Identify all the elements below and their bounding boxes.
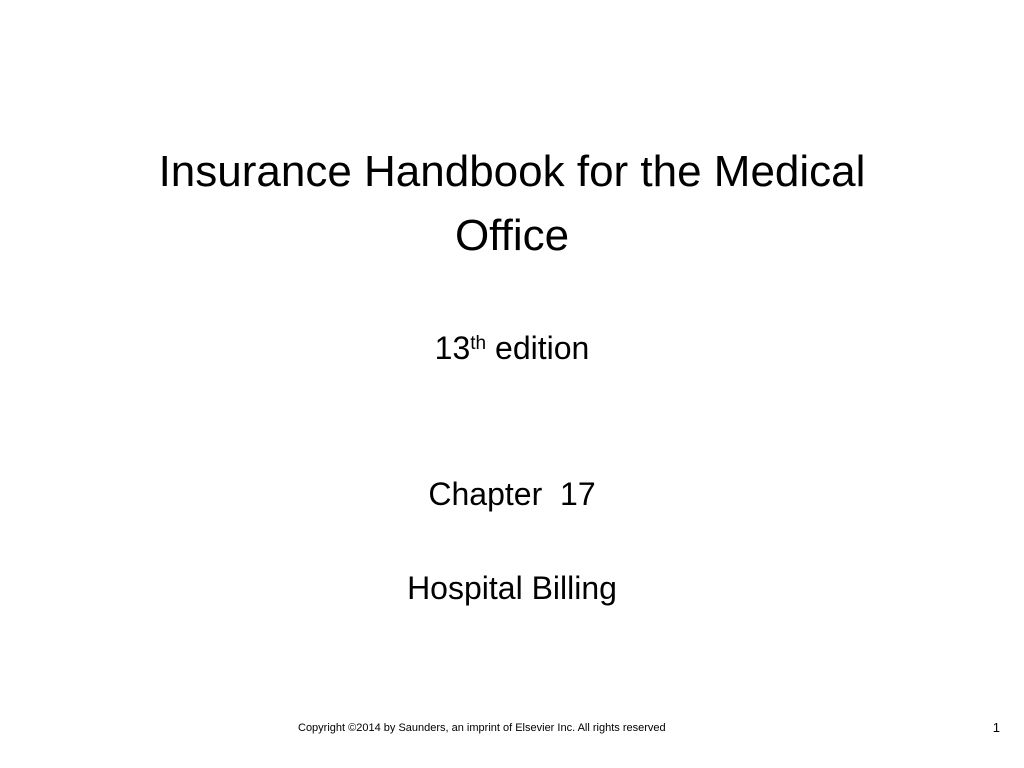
edition-number: 13 <box>434 330 471 366</box>
edition-word: edition <box>495 330 590 366</box>
slide-title <box>60 140 964 268</box>
edition-suffix: th <box>470 333 487 354</box>
page-number: 1 <box>992 720 1000 735</box>
copyright-notice: Copyright ©2014 by Saunders, an imprint of Elsevier Inc. All rights reserved <box>298 722 666 734</box>
chapter-title: Hospital Billing <box>407 570 617 606</box>
edition-label <box>0 326 1024 370</box>
chapter-label: Chapter 17 <box>428 476 596 512</box>
slide-title-line-2: Office <box>454 211 570 260</box>
slide-title-line-1: Insurance Handbook for the Medical <box>158 147 866 196</box>
